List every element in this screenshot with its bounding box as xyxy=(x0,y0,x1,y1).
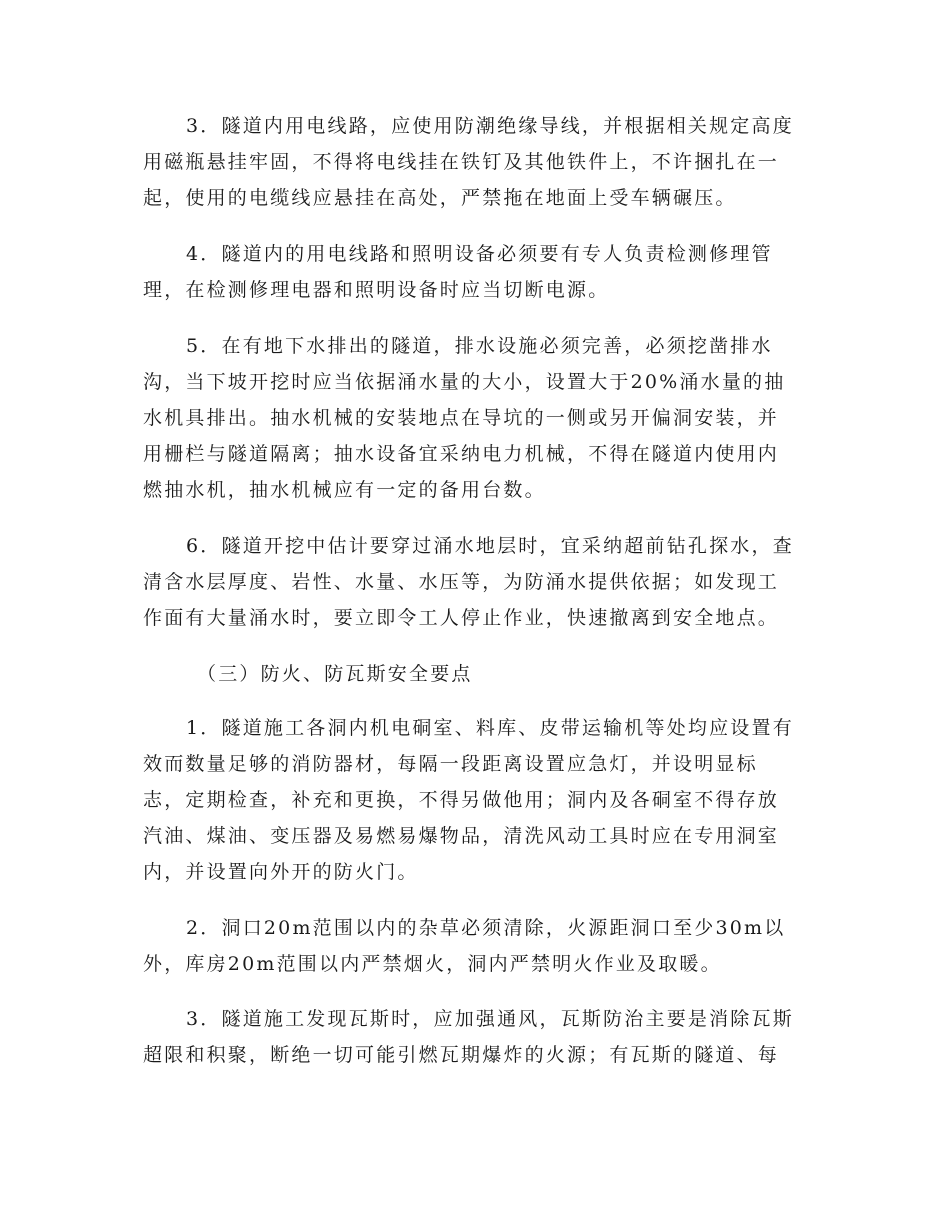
paragraph-1-line-2: 用磁瓶悬挂牢固，不得将电线挂在铁钉及其他铁件上，不许捆扎在一 xyxy=(143,151,780,173)
paragraph-3-line-1: 5．在有地下水排出的隧道，排水设施必须完善，必须挖凿排水 xyxy=(186,335,773,357)
paragraph-7-line-2: 超限和积聚，断绝一切可能引燃瓦期爆炸的火源；有瓦斯的隧道、每 xyxy=(143,1044,780,1066)
paragraph-6-line-2: 外，库房20m范围以内严禁烟火，洞内严禁明火作业及取暖。 xyxy=(143,953,722,975)
section-heading: （三）防火、防瓦斯安全要点 xyxy=(197,663,473,685)
paragraph-5-line-3: 志，定期检查，补充和更换，不得另做他用；洞内及各硐室不得存放 xyxy=(143,789,780,811)
paragraph-5-line-1: 1．隧道施工各洞内机电硐室、料库、皮带运输机等处均应设置有 xyxy=(186,717,794,739)
paragraph-4-line-3: 作面有大量涌水时，要立即令工人停止作业，快速撤离到安全地点。 xyxy=(143,607,780,629)
paragraph-1-line-3: 起，使用的电缆线应悬挂在高处，严禁拖在地面上受车辆碾压。 xyxy=(143,187,737,209)
paragraph-2-line-2: 理，在检测修理电器和照明设备时应当切断电源。 xyxy=(143,279,610,301)
paragraph-5-line-4: 汽油、煤油、变压器及易燃易爆物品，清洗风动工具时应在专用洞室 xyxy=(143,825,780,847)
paragraph-3-line-5: 燃抽水机，抽水机械应有一定的备用台数。 xyxy=(143,479,546,501)
paragraph-5-line-2: 效而数量足够的消防器材，每隔一段距离设置应急灯，并设明显标 xyxy=(143,753,758,775)
paragraph-4-line-1: 6．隧道开挖中估计要穿过涌水地层时，宜采纳超前钻孔探水，查 xyxy=(186,535,794,557)
paragraph-1-line-1: 3．隧道内用电线路，应使用防潮绝缘导线，并根据相关规定高度 xyxy=(186,115,794,137)
paragraph-3-line-3: 水机具排出。抽水机械的安装地点在导坑的一侧或另开偏洞安装，并 xyxy=(143,407,780,429)
paragraph-3-line-2: 沟，当下坡开挖时应当依据涌水量的大小，设置大于20%涌水量的抽 xyxy=(143,371,786,393)
paragraph-5-line-5: 内，并设置向外开的防火门。 xyxy=(143,861,419,883)
paragraph-7-line-1: 3．隧道施工发现瓦斯时，应加强通风，瓦斯防治主要是消除瓦斯 xyxy=(186,1008,794,1030)
paragraph-4-line-2: 清含水层厚度、岩性、水量、水压等，为防涌水提供依据；如发现工 xyxy=(143,571,780,593)
paragraph-2-line-1: 4．隧道内的用电线路和照明设备必须要有专人负责检测修理管 xyxy=(186,243,773,265)
paragraph-3-line-4: 用栅栏与隧道隔离；抽水设备宜采纳电力机械，不得在隧道内使用内 xyxy=(143,443,780,465)
paragraph-6-line-1: 2．洞口20m范围以内的杂草必须清除，火源距洞口至少30m以 xyxy=(186,917,786,939)
